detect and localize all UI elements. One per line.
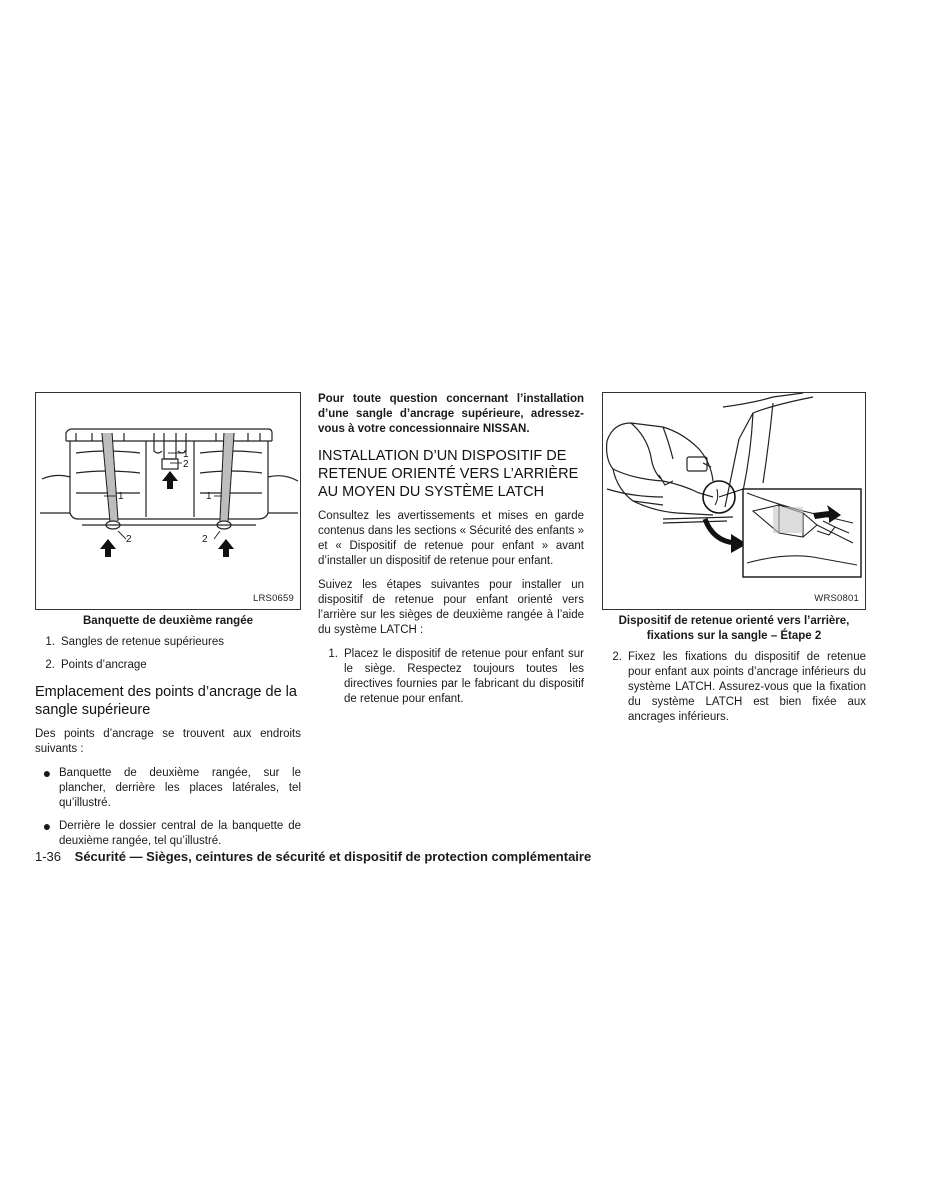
callout-label: 2	[126, 534, 132, 545]
child-seat-illustration	[603, 393, 865, 609]
section-title: INSTALLATION D’UN DISPOSITIF DE RETENUE ORIENTÉ VERS L’ARRIÈRE AU MOYEN DU SYSTÈME LATCH	[318, 448, 579, 500]
list-number: 2.	[45, 659, 55, 671]
latch-figure	[602, 392, 866, 610]
subheading: Emplacement des points d’ancrage de la sangle supérieure	[35, 684, 297, 718]
callout-label: 1	[183, 449, 189, 460]
figure-code: WRS0801	[814, 593, 859, 604]
figure-code: LRS0659	[252, 593, 294, 604]
list-item	[35, 766, 301, 811]
list-text: Sangles de retenue supérieures	[61, 636, 225, 648]
callout-label: 1	[206, 491, 212, 502]
arrow-up-icon	[100, 539, 116, 557]
bullet-icon: ●	[42, 818, 52, 834]
column-left	[35, 392, 301, 857]
rear-bench-illustration	[36, 393, 300, 609]
callout-label: 1	[118, 491, 124, 502]
list-number: 1.	[45, 636, 55, 648]
bullet-icon: ●	[42, 765, 52, 781]
list-number: 2.	[612, 651, 622, 663]
step-list	[318, 647, 584, 707]
paragraph: Suivez les étapes suivantes pour installer un dispositif de retenue pour enfant orienté vers l’arrière sur les sièges de deuxième rangée à l’aide du système LATCH :	[318, 579, 584, 636]
column-middle	[318, 392, 584, 715]
list-text: Banquette de deuxième rangée, sur le plancher, derrière les places latérales, tel qu’illustré.	[59, 767, 301, 809]
list-item	[318, 647, 584, 707]
list-item	[35, 658, 301, 673]
arrow-up-icon	[218, 539, 234, 557]
list-item	[35, 635, 301, 650]
callout-label: 2	[202, 534, 208, 545]
list-text: Derrière le dossier central de la banquette de deuxième rangée, tel qu’illustré.	[59, 820, 301, 847]
figure-caption: Dispositif de retenue orienté vers l’arrière, fixations sur la sangle – Étape 2	[618, 615, 850, 642]
paragraph: Consultez les avertissements et mises en garde contenus dans les sections « Sécurité des enfants » et « Dispositif de retenue pour enfant » avant d’installer un dispositif de retenue pour enfant.	[318, 510, 584, 567]
page-footer	[35, 849, 591, 865]
list-number: 1.	[328, 648, 338, 660]
figure-caption: Banquette de deuxième rangée	[83, 615, 253, 627]
legend-list	[35, 635, 301, 673]
column-right	[602, 392, 866, 733]
paragraph: Des points d’ancrage se trouvent aux endroits suivants :	[35, 728, 301, 755]
footer-title: Sécurité — Sièges, ceintures de sécurité et dispositif de protection complémentaire	[74, 849, 592, 864]
bold-note: Pour toute question concernant l’installation d’une sangle d’ancrage supérieure, adressez-vous à votre concessionnaire NISSAN.	[318, 393, 584, 435]
callout-label: 2	[183, 459, 189, 470]
list-item	[35, 819, 301, 849]
list-text: Points d’ancrage	[61, 659, 147, 671]
list-item	[602, 650, 866, 725]
seat-anchor-figure	[35, 392, 301, 610]
page-number: 1-36	[35, 849, 62, 864]
bullet-list	[35, 766, 301, 849]
curved-arrow-icon	[705, 519, 735, 543]
list-text: Fixez les fixations du dispositif de retenue pour enfant aux points d’ancrage inférieurs du système LATCH. Assurez-vous que la fixation du système LATCH est bien fixée aux ancrages inférieurs.	[628, 651, 866, 723]
arrow-up-icon	[162, 471, 178, 489]
step-list	[602, 650, 866, 725]
list-text: Placez le dispositif de retenue pour enfant sur le siège. Respectez toujours toutes les directives fournies par le fabricant du dispositif de retenue pour enfant.	[344, 648, 584, 705]
